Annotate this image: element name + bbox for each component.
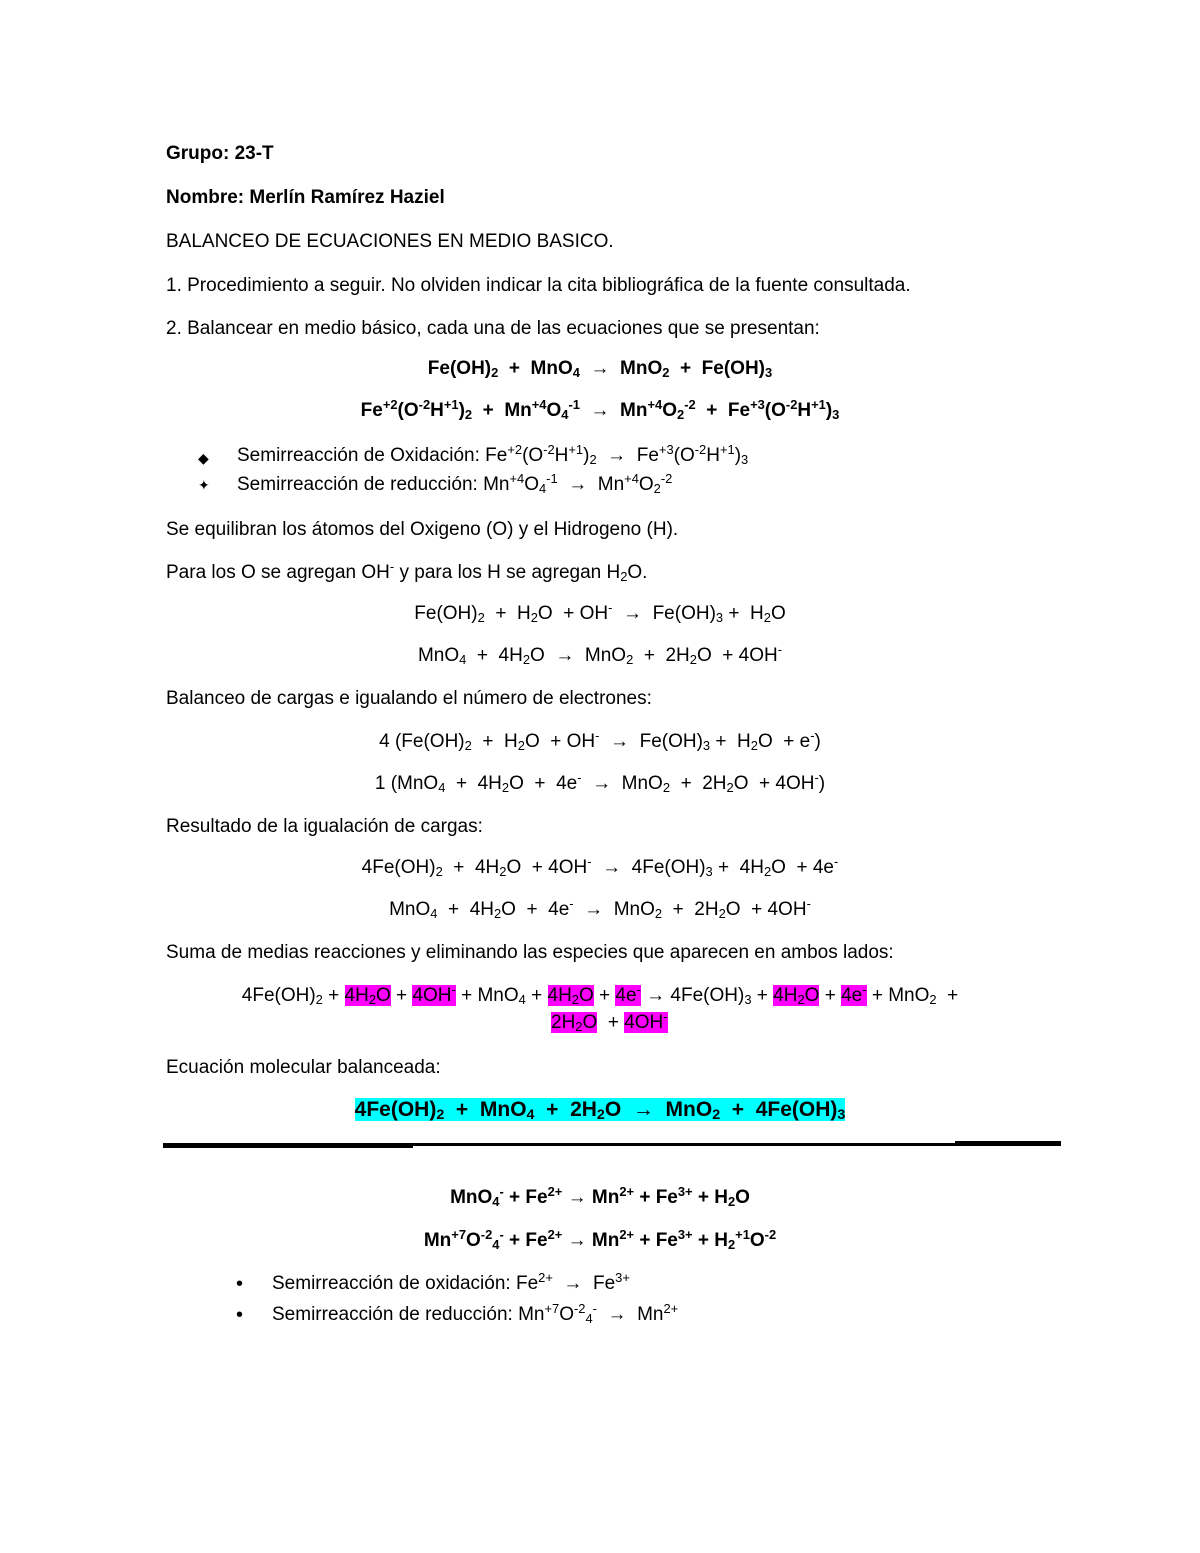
semi-oxidation-1: Semirreacción de Oxidación: $Fe^{+2}(O^{-2}H^{+1})_2 \to Fe^{+3}(O^{-2}H^{+1})_3$ — [237, 441, 749, 467]
text-suma: Suma de medias reacciones y eliminando las especies que aparecen en ambos lados: — [166, 942, 894, 963]
equation-reduction-balanced-atoms: $MnO_4 + 4H_2O \to MnO_2 + 2H_2O + 4OH^-$ — [417, 641, 783, 667]
equation-reduction-charges: 1 $(MnO_4 + 4H_2O + 4e^- \to MnO_2 + 2H_2O + 4OH^-)$ — [374, 769, 826, 795]
equation-reduction-result: $MnO_4 + 4H_2O + 4e^- \to MnO_2 + 2H_2O + 4OH^-$ — [389, 895, 811, 921]
bullet-icon: ✦ — [198, 477, 210, 493]
text-para-los-o: Para los O se agregan OH- y para los H se agregan $H_2O$. — [166, 558, 648, 584]
equation-oxidation-balanced-atoms: $Fe(OH)_2 + H_2O + OH^- \to Fe(OH)_3 + H_2O$ — [414, 599, 786, 625]
semi-reduction-2: Semirreacción de reducción: $Mn^{+7}O^{-2}_4^- \to Mn^{2+}$ — [272, 1300, 679, 1326]
text-ecuacion-molecular: Ecuación molecular balanceada: — [166, 1057, 441, 1078]
equation-sum-line-1: $4Fe(OH)_2 + 4H_2O + 4OH^- + MnO_4 + 4H_2O + 4e^- \to 4Fe(OH)_3 + 4H_2O + 4e^- + MnO_2$ + — [241, 981, 959, 1007]
text-resultado: Resultado de la igualación de cargas: — [166, 816, 483, 837]
equation-balanced-final: $4Fe(OH)_2 + MnO_4 + 2H_2O \to MnO_2 + 4Fe(OH)_3$ — [354, 1098, 846, 1124]
bullet-icon: • — [236, 1304, 244, 1326]
equation-oxidation-charges: 4 $(Fe(OH)_2 + H_2O + OH^- \to Fe(OH)_3 + H_2O + e^-)$ — [379, 727, 821, 753]
equation-2-unbalanced: $MnO_4^- + Fe^{2+} \to Mn^{2+} + Fe^{3+} + H_2O$ — [450, 1183, 750, 1209]
document-title: BALANCEO DE ECUACIONES EN MEDIO BASICO. — [166, 231, 614, 252]
semi-reduction-1: Semirreacción de reducción: $Mn^{+4}O_4^{-1} \to Mn^{+4}O_2^{-2}$ — [237, 470, 673, 496]
equation-oxidation-result: $4Fe(OH)_2 + 4H_2O + 4OH^- \to 4Fe(OH)_3 + 4H_2O + 4e^-$ — [361, 853, 839, 879]
equation-1-unbalanced: $Fe(OH)_2 + MnO_4 \to MnO_2 + Fe(OH)_3$ — [427, 358, 773, 380]
grupo-heading: Grupo: 23-T — [166, 143, 274, 164]
nombre-heading: Nombre: Merlín Ramírez Haziel — [166, 187, 445, 208]
section-divider-thick-right — [955, 1141, 1061, 1143]
text-balanceo-cargas: Balanceo de cargas e igualando el número de electrones: — [166, 688, 652, 709]
equation-1-oxidation-states: $Fe^{+2}(O^{-2}H^{+1})_2 + Mn^{+4}O_4^{-1} \to Mn^{+4}O_2^{-2} + Fe^{+3}(O^{-2}H^{+1})_3$ — [360, 396, 840, 422]
semi-oxidation-2: Semirreacción de oxidación: $Fe^{2+} \to Fe^{3+}$ — [272, 1269, 630, 1294]
equation-sum-line-2: $2H_2O + 4OH^-$ — [551, 1008, 668, 1034]
instruction-1: 1. Procedimiento a seguir. No olviden indicar la cita bibliográfica de la fuente consultada. — [166, 275, 911, 296]
section-divider-thick-left — [163, 1146, 413, 1148]
bullet-icon: ◆ — [198, 450, 209, 466]
equation-2-oxidation-states: $Mn^{+7}O^{-2}_4^- + Fe^{2+} \to Mn^{2+} + Fe^{3+} + H_2^{+1}O^{-2}$ — [423, 1226, 777, 1252]
bullet-icon: • — [236, 1273, 244, 1295]
text-equilibran: Se equilibran los átomos del Oxigeno (O) y el Hidrogeno (H). — [166, 519, 679, 540]
instruction-2: 2. Balancear en medio básico, cada una de las ecuaciones que se presentan: — [166, 318, 820, 339]
